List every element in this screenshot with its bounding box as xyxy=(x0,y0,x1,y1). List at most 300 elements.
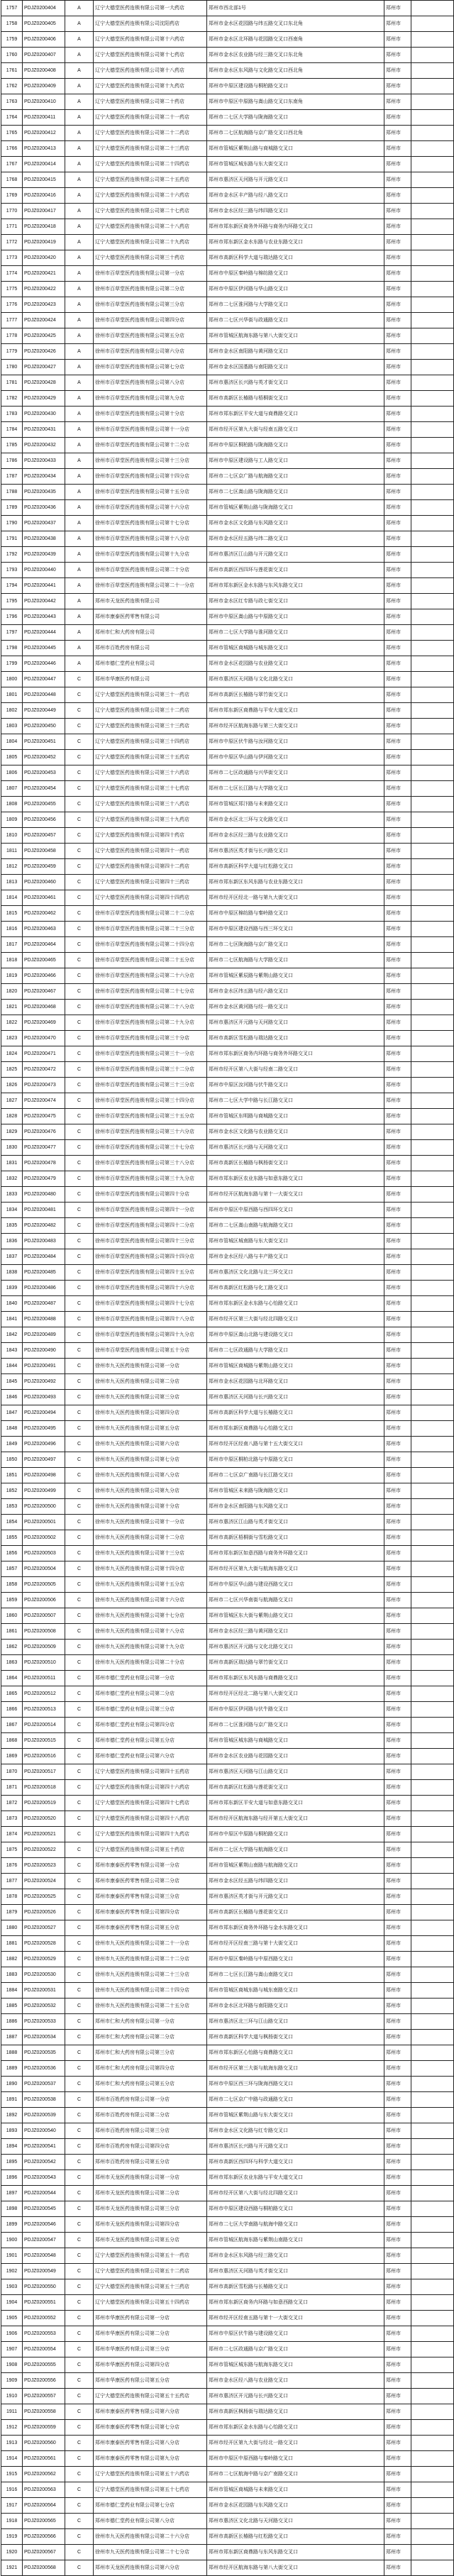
cell-address: 郑州市经开区经北一路与第九大街交叉口 xyxy=(207,890,384,906)
cell-code: PDJZ0200524 xyxy=(23,1874,65,1889)
cell-address: 郑州市惠济区天河路与英才街交叉口 xyxy=(207,2264,384,2279)
cell-area: 郑州市 xyxy=(384,906,411,922)
cell-code: PDJZ0200527 xyxy=(23,1920,65,1936)
cell-class: A xyxy=(65,547,94,563)
cell-note xyxy=(411,2560,454,2576)
cell-code: PDJZ0200414 xyxy=(23,157,65,172)
cell-note xyxy=(411,235,454,250)
cell-seq: 1790 xyxy=(1,516,23,531)
cell-note xyxy=(411,1967,454,1983)
cell-seq: 1811 xyxy=(1,844,23,859)
cell-class: C xyxy=(65,890,94,906)
cell-area: 郑州市 xyxy=(384,1171,411,1187)
cell-name: 徐州市九天医药连锁有限公司第二分店 xyxy=(94,1374,207,1390)
cell-class: A xyxy=(65,578,94,594)
table-row xyxy=(1,1265,454,1281)
cell-address: 郑州市金水区黄河路与经一路交叉口 xyxy=(207,1000,384,1015)
cell-name: 徐州市九天医药连锁有限公司第二十分店 xyxy=(94,1655,207,1671)
cell-class: C xyxy=(65,2233,94,2248)
cell-code: PDJZ0200408 xyxy=(23,63,65,79)
cell-address: 郑州市高新区西四环与科学大道交叉口 xyxy=(207,2155,384,2170)
cell-name: 辽宁大德堂医药连锁有限公司第三十八药店 xyxy=(94,797,207,812)
table-row xyxy=(1,828,454,844)
cell-name: 辽宁大德堂医药连锁有限公司第五十七药店 xyxy=(94,2482,207,2498)
cell-seq: 1820 xyxy=(1,984,23,1000)
cell-code: PDJZ0200448 xyxy=(23,687,65,703)
table-row xyxy=(1,922,454,937)
cell-area: 郑州市 xyxy=(384,1452,411,1468)
cell-area: 郑州市 xyxy=(384,1920,411,1936)
cell-address: 郑州市惠济区文化北路与天河路交叉口 xyxy=(207,2514,384,2529)
cell-note xyxy=(411,1999,454,2014)
cell-name: 郑州市天龙医药连锁有限公司第一分店 xyxy=(94,2170,207,2186)
cell-address: 郑州市二七区大学路与陇海路交叉口 xyxy=(207,110,384,126)
cell-area: 郑州市 xyxy=(384,2357,411,2373)
cell-address: 郑州市金水区经三路与农业路交叉口 xyxy=(207,828,384,844)
cell-class: C xyxy=(65,937,94,953)
cell-address: 郑州市郑东新区商鼎路与心怡路交叉口 xyxy=(207,1421,384,1437)
cell-class: A xyxy=(65,188,94,204)
cell-address: 郑州市高新区长椿路与红松路交叉口 xyxy=(207,2529,384,2545)
cell-code: PDJZ0200490 xyxy=(23,1343,65,1359)
cell-class: C xyxy=(65,765,94,781)
cell-seq: 1805 xyxy=(1,750,23,765)
table-row xyxy=(1,2077,454,2092)
cell-class: A xyxy=(65,16,94,32)
cell-class: C xyxy=(65,1437,94,1452)
cell-seq: 1807 xyxy=(1,781,23,797)
table-row xyxy=(1,578,454,594)
table-row xyxy=(1,469,454,485)
cell-name: 辽宁大德堂医药连锁有限公司第五十药店 xyxy=(94,1842,207,1858)
table-row xyxy=(1,2123,454,2139)
cell-name: 郑州市华康医药有限公司第五分店 xyxy=(94,2373,207,2389)
table-row xyxy=(1,235,454,250)
table-row xyxy=(1,2248,454,2264)
cell-class: C xyxy=(65,1499,94,1515)
table-row xyxy=(1,453,454,469)
cell-address: 郑州市管城区航海东路与第八大街交叉口 xyxy=(207,328,384,344)
cell-seq: 1822 xyxy=(1,1015,23,1031)
cell-code: PDJZ0200479 xyxy=(23,1171,65,1187)
cell-class: C xyxy=(65,1234,94,1249)
cell-seq: 1890 xyxy=(1,2077,23,2092)
table-row xyxy=(1,1171,454,1187)
cell-note xyxy=(411,2389,454,2404)
cell-address: 郑州市郑东新区农业东路与平安大道交叉口 xyxy=(207,2170,384,2186)
cell-name: 郑州市天龙医药连锁有限公司第六分店 xyxy=(94,2560,207,2576)
cell-note xyxy=(411,531,454,547)
table-row xyxy=(1,328,454,344)
table-row xyxy=(1,1015,454,1031)
cell-address: 郑州市高新区科学大道与枫杨街交叉口 xyxy=(207,2030,384,2045)
cell-code: PDJZ0200477 xyxy=(23,1140,65,1156)
cell-class: C xyxy=(65,1796,94,1811)
cell-note xyxy=(411,1203,454,1218)
table-row xyxy=(1,266,454,282)
cell-class: C xyxy=(65,2514,94,2529)
table-row xyxy=(1,1811,454,1827)
cell-address: 郑州市中原区中原路与嵩山路交叉口东南角 xyxy=(207,94,384,110)
cell-note xyxy=(411,2045,454,2061)
cell-area: 郑州市 xyxy=(384,1281,411,1296)
cell-seq: 1917 xyxy=(1,2498,23,2514)
cell-seq: 1889 xyxy=(1,2061,23,2077)
cell-area: 郑州市 xyxy=(384,1078,411,1093)
cell-name: 辽宁大德堂医药连锁有限公司第四十三药店 xyxy=(94,875,207,890)
cell-name: 辽宁大德堂医药连锁有限公司第四十五药店 xyxy=(94,1764,207,1780)
cell-area: 郑州市 xyxy=(384,1499,411,1515)
cell-name: 郑州市康泰医药零售有限公司第三分店 xyxy=(94,1889,207,1905)
cell-code: PDJZ0200536 xyxy=(23,2061,65,2077)
cell-name: 徐州市百草堂医药连锁有限公司第三十八分店 xyxy=(94,1156,207,1171)
table-row xyxy=(1,937,454,953)
cell-name: 徐州市九天医药连锁有限公司第六分店 xyxy=(94,1437,207,1452)
table-row xyxy=(1,2092,454,2108)
cell-note xyxy=(411,297,454,313)
cell-name: 徐州市百草堂医药连锁有限公司第十四分店 xyxy=(94,469,207,485)
table-row xyxy=(1,2045,454,2061)
cell-note xyxy=(411,1499,454,1515)
cell-name: 辽宁大德堂医药连锁有限公司第四十一药店 xyxy=(94,844,207,859)
cell-note xyxy=(411,859,454,875)
cell-seq: 1861 xyxy=(1,1624,23,1640)
cell-address: 郑州市二七区政通路与大学路交叉口 xyxy=(207,1343,384,1359)
cell-address: 郑州市金水区农业路与经三路交叉口东北角 xyxy=(207,48,384,63)
cell-name: 郑州市天龙医药连锁有限公司第四分店 xyxy=(94,2217,207,2233)
cell-seq: 1793 xyxy=(1,563,23,578)
cell-note xyxy=(411,1764,454,1780)
cell-name: 徐州市九天医药连锁有限公司第二十一分店 xyxy=(94,1936,207,1952)
cell-address: 郑州市高新区红松路与化工路交叉口 xyxy=(207,1281,384,1296)
cell-name: 徐州市百草堂医药连锁有限公司第十一分店 xyxy=(94,422,207,438)
cell-name: 徐州市九天医药连锁有限公司第十四分店 xyxy=(94,1561,207,1577)
table-row xyxy=(1,625,454,641)
cell-area: 郑州市 xyxy=(384,1546,411,1561)
cell-area: 郑州市 xyxy=(384,531,411,547)
table-row xyxy=(1,844,454,859)
cell-area: 郑州市 xyxy=(384,922,411,937)
cell-class: A xyxy=(65,563,94,578)
cell-name: 徐州市百草堂医药连锁有限公司第四十七分店 xyxy=(94,1296,207,1312)
cell-name: 郑州市德仁堂药业有限公司第三分店 xyxy=(94,1702,207,1718)
cell-area: 郑州市 xyxy=(384,1561,411,1577)
cell-note xyxy=(411,422,454,438)
cell-class: C xyxy=(65,1187,94,1203)
cell-class: C xyxy=(65,984,94,1000)
cell-note xyxy=(411,188,454,204)
cell-seq: 1883 xyxy=(1,1967,23,1983)
cell-note xyxy=(411,719,454,734)
cell-code: PDJZ0200488 xyxy=(23,1312,65,1327)
cell-address: 郑州市二七区兴华南街与航海路交叉口 xyxy=(207,1593,384,1608)
cell-note xyxy=(411,1671,454,1686)
cell-code: PDJZ0200432 xyxy=(23,438,65,453)
cell-code: PDJZ0200465 xyxy=(23,953,65,968)
cell-class: A xyxy=(65,219,94,235)
cell-code: PDJZ0200428 xyxy=(23,375,65,391)
cell-code: PDJZ0200553 xyxy=(23,2326,65,2342)
cell-code: PDJZ0200482 xyxy=(23,1218,65,1234)
cell-code: PDJZ0200452 xyxy=(23,750,65,765)
cell-seq: 1791 xyxy=(1,531,23,547)
cell-note xyxy=(411,765,454,781)
cell-name: 徐州市百草堂医药连锁有限公司第三十三分店 xyxy=(94,1078,207,1093)
table-row xyxy=(1,765,454,781)
cell-area: 郑州市 xyxy=(384,1359,411,1374)
cell-name: 徐州市百草堂医药连锁有限公司第一分店 xyxy=(94,266,207,282)
table-row xyxy=(1,1000,454,1015)
cell-seq: 1778 xyxy=(1,328,23,344)
cell-name: 徐州市九天医药连锁有限公司第一分店 xyxy=(94,1359,207,1374)
cell-seq: 1785 xyxy=(1,438,23,453)
cell-area: 郑州市 xyxy=(384,375,411,391)
cell-address: 郑州市经开区航海东路与第十一大街交叉口 xyxy=(207,1187,384,1203)
cell-area: 郑州市 xyxy=(384,110,411,126)
cell-area: 郑州市 xyxy=(384,1780,411,1796)
cell-note xyxy=(411,1936,454,1952)
cell-area: 郑州市 xyxy=(384,1686,411,1702)
cell-note xyxy=(411,141,454,157)
cell-class: C xyxy=(65,2326,94,2342)
cell-area: 郑州市 xyxy=(384,94,411,110)
cell-area: 郑州市 xyxy=(384,547,411,563)
cell-area: 郑州市 xyxy=(384,781,411,797)
cell-name: 郑州市华康医药有限公司第一分店 xyxy=(94,2311,207,2326)
cell-area: 郑州市 xyxy=(384,1265,411,1281)
cell-area: 郑州市 xyxy=(384,235,411,250)
cell-area: 郑州市 xyxy=(384,48,411,63)
cell-area: 郑州市 xyxy=(384,1124,411,1140)
table-row xyxy=(1,1952,454,1967)
cell-seq: 1831 xyxy=(1,1156,23,1171)
cell-area: 郑州市 xyxy=(384,734,411,750)
cell-area: 郑州市 xyxy=(384,1140,411,1156)
cell-area: 郑州市 xyxy=(384,1062,411,1078)
cell-code: PDJZ0200486 xyxy=(23,1281,65,1296)
table-row xyxy=(1,1608,454,1624)
cell-seq: 1847 xyxy=(1,1405,23,1421)
cell-class: C xyxy=(65,719,94,734)
cell-address: 郑州市郑东新区金水东路与心怡路交叉口 xyxy=(207,2420,384,2436)
cell-area: 郑州市 xyxy=(384,968,411,984)
table-row xyxy=(1,1889,454,1905)
cell-seq: 1901 xyxy=(1,2248,23,2264)
cell-note xyxy=(411,2139,454,2155)
cell-class: C xyxy=(65,2170,94,2186)
cell-note xyxy=(411,438,454,453)
cell-class: A xyxy=(65,641,94,656)
cell-area: 郑州市 xyxy=(384,2201,411,2217)
cell-class: C xyxy=(65,1702,94,1718)
cell-code: PDJZ0200548 xyxy=(23,2248,65,2264)
cell-class: C xyxy=(65,2295,94,2311)
cell-class: C xyxy=(65,1936,94,1952)
cell-class: C xyxy=(65,1109,94,1124)
cell-class: C xyxy=(65,953,94,968)
cell-name: 徐州市百草堂医药连锁有限公司第十九分店 xyxy=(94,547,207,563)
cell-class: A xyxy=(65,625,94,641)
cell-address: 郑州市二七区政通路与兴华街交叉口 xyxy=(207,765,384,781)
cell-note xyxy=(411,2264,454,2279)
cell-address: 郑州市管城区东大街与紫荆山路交叉口 xyxy=(207,1608,384,1624)
cell-seq: 1854 xyxy=(1,1515,23,1530)
cell-code: PDJZ0200474 xyxy=(23,1093,65,1109)
cell-area: 郑州市 xyxy=(384,297,411,313)
cell-name: 辽宁大德堂医药连锁有限公司第二十九药店 xyxy=(94,235,207,250)
cell-name: 辽宁大德堂医药连锁有限公司第二十五药店 xyxy=(94,172,207,188)
cell-seq: 1767 xyxy=(1,157,23,172)
cell-seq: 1803 xyxy=(1,719,23,734)
cell-code: PDJZ0200405 xyxy=(23,16,65,32)
cell-area: 郑州市 xyxy=(384,328,411,344)
cell-area: 郑州市 xyxy=(384,344,411,360)
table-row xyxy=(1,2404,454,2420)
table-row xyxy=(1,1343,454,1359)
cell-area: 郑州市 xyxy=(384,844,411,859)
cell-area: 郑州市 xyxy=(384,2311,411,2326)
cell-code: PDJZ0200410 xyxy=(23,94,65,110)
cell-note xyxy=(411,1015,454,1031)
cell-name: 郑州市华康医药有限公司第四分店 xyxy=(94,2357,207,2373)
cell-class: C xyxy=(65,734,94,750)
cell-address: 郑州市惠济区长兴路与英才街交叉口 xyxy=(207,375,384,391)
cell-name: 徐州市百草堂医药连锁有限公司第三十二分店 xyxy=(94,1062,207,1078)
cell-class: A xyxy=(65,63,94,79)
cell-address: 郑州市郑东新区农业东路与如意东路交叉口 xyxy=(207,1171,384,1187)
cell-area: 郑州市 xyxy=(384,687,411,703)
cell-note xyxy=(411,1218,454,1234)
table-row xyxy=(1,1780,454,1796)
cell-area: 郑州市 xyxy=(384,1515,411,1530)
cell-address: 郑州市经开区航海东路与经开第五大街交叉口 xyxy=(207,1811,384,1827)
cell-name: 徐州市百草堂医药连锁有限公司第四十六分店 xyxy=(94,1281,207,1296)
cell-area: 郑州市 xyxy=(384,1327,411,1343)
cell-note xyxy=(411,2217,454,2233)
cell-code: PDJZ0200469 xyxy=(23,1015,65,1031)
cell-address: 郑州市二七区淮河路与京广路交叉口 xyxy=(207,1718,384,1733)
cell-address: 郑州市高新区长椿路与梧桐街交叉口 xyxy=(207,391,384,407)
cell-address: 郑州市高新区科学大道与长椿路交叉口 xyxy=(207,1405,384,1421)
cell-name: 徐州市九天医药连锁有限公司第二十五分店 xyxy=(94,1999,207,2014)
cell-address: 郑州市中原区棉纺路与秦岭路交叉口 xyxy=(207,906,384,922)
cell-address: 郑州市高新区长椿路与莲花街交叉口 xyxy=(207,1905,384,1920)
table-row xyxy=(1,1421,454,1437)
cell-note xyxy=(411,469,454,485)
cell-note xyxy=(411,204,454,219)
cell-seq: 1823 xyxy=(1,1031,23,1046)
cell-note xyxy=(411,641,454,656)
cell-area: 郑州市 xyxy=(384,500,411,516)
cell-seq: 1783 xyxy=(1,407,23,422)
cell-seq: 1879 xyxy=(1,1905,23,1920)
cell-class: C xyxy=(65,2061,94,2077)
cell-name: 辽宁大德堂医药连锁有限公司第四十六药店 xyxy=(94,1780,207,1796)
cell-name: 徐州市百草堂医药连锁有限公司第四十五分店 xyxy=(94,1265,207,1281)
cell-seq: 1907 xyxy=(1,2342,23,2357)
cell-area: 郑州市 xyxy=(384,2233,411,2248)
cell-code: PDJZ0200528 xyxy=(23,1936,65,1952)
table-row xyxy=(1,2482,454,2498)
cell-name: 辽宁大德堂医药连锁有限公司第三十二药店 xyxy=(94,703,207,719)
cell-area: 郑州市 xyxy=(384,828,411,844)
cell-name: 辽宁大德堂医药连锁有限公司第二十八药店 xyxy=(94,219,207,235)
cell-seq: 1772 xyxy=(1,235,23,250)
cell-note xyxy=(411,1405,454,1421)
cell-code: PDJZ0200470 xyxy=(23,1031,65,1046)
cell-area: 郑州市 xyxy=(384,1031,411,1046)
cell-code: PDJZ0200525 xyxy=(23,1889,65,1905)
cell-note xyxy=(411,1889,454,1905)
cell-area: 郑州市 xyxy=(384,1655,411,1671)
cell-area: 郑州市 xyxy=(384,2514,411,2529)
cell-seq: 1887 xyxy=(1,2030,23,2045)
cell-name: 郑州市德仁堂药业有限公司 xyxy=(94,656,207,672)
cell-seq: 1860 xyxy=(1,1608,23,1624)
cell-seq: 1855 xyxy=(1,1530,23,1546)
cell-name: 辽宁大德堂医药连锁有限公司第四十二药店 xyxy=(94,859,207,875)
table-row xyxy=(1,219,454,235)
cell-address: 郑州市高新区长椿路与枫杨街交叉口 xyxy=(207,1156,384,1171)
cell-area: 郑州市 xyxy=(384,282,411,297)
cell-area: 郑州市 xyxy=(384,984,411,1000)
cell-area: 郑州市 xyxy=(384,2279,411,2295)
cell-seq: 1798 xyxy=(1,641,23,656)
cell-address: 郑州市中原区秦岭路与棉纺路交叉口 xyxy=(207,266,384,282)
cell-note xyxy=(411,2233,454,2248)
cell-name: 辽宁大德堂医药连锁有限公司第十九药店 xyxy=(94,79,207,94)
cell-note xyxy=(411,578,454,594)
cell-address: 郑州市惠济区开元路与文化北路交叉口 xyxy=(207,1640,384,1655)
cell-class: C xyxy=(65,2108,94,2123)
cell-area: 郑州市 xyxy=(384,1749,411,1764)
cell-class: C xyxy=(65,1624,94,1640)
cell-code: PDJZ0200484 xyxy=(23,1249,65,1265)
cell-address: 郑州市郑东新区金水东路与心怡路交叉口 xyxy=(207,1296,384,1312)
cell-name: 辽宁大德堂医药连锁有限公司第五十六药店 xyxy=(94,2467,207,2482)
cell-class: C xyxy=(65,2248,94,2264)
cell-address: 郑州市高新区科学大道与瑞达路交叉口 xyxy=(207,250,384,266)
cell-seq: 1809 xyxy=(1,812,23,828)
cell-area: 郑州市 xyxy=(384,937,411,953)
cell-seq: 1789 xyxy=(1,500,23,516)
cell-note xyxy=(411,94,454,110)
cell-address: 郑州市经开区第三大街与经北四路交叉口 xyxy=(207,1312,384,1327)
table-row xyxy=(1,2061,454,2077)
cell-note xyxy=(411,2342,454,2357)
cell-area: 郑州市 xyxy=(384,407,411,422)
cell-area: 郑州市 xyxy=(384,1858,411,1874)
table-row xyxy=(1,2545,454,2560)
table-row xyxy=(1,2436,454,2451)
cell-code: PDJZ0200418 xyxy=(23,219,65,235)
cell-name: 徐州市百草堂医药连锁有限公司第二十九分店 xyxy=(94,1015,207,1031)
cell-address: 郑州市郑东新区商务内环路与如意西路交叉口 xyxy=(207,2295,384,2311)
cell-class: C xyxy=(65,1905,94,1920)
cell-area: 郑州市 xyxy=(384,1702,411,1718)
cell-note xyxy=(411,2170,454,2186)
table-row xyxy=(1,485,454,500)
cell-area: 郑州市 xyxy=(384,609,411,625)
cell-code: PDJZ0200559 xyxy=(23,2420,65,2436)
cell-code: PDJZ0200417 xyxy=(23,204,65,219)
cell-seq: 1818 xyxy=(1,953,23,968)
cell-area: 郑州市 xyxy=(384,469,411,485)
table-row xyxy=(1,1905,454,1920)
cell-class: C xyxy=(65,1967,94,1983)
cell-seq: 1829 xyxy=(1,1124,23,1140)
cell-seq: 1839 xyxy=(1,1281,23,1296)
